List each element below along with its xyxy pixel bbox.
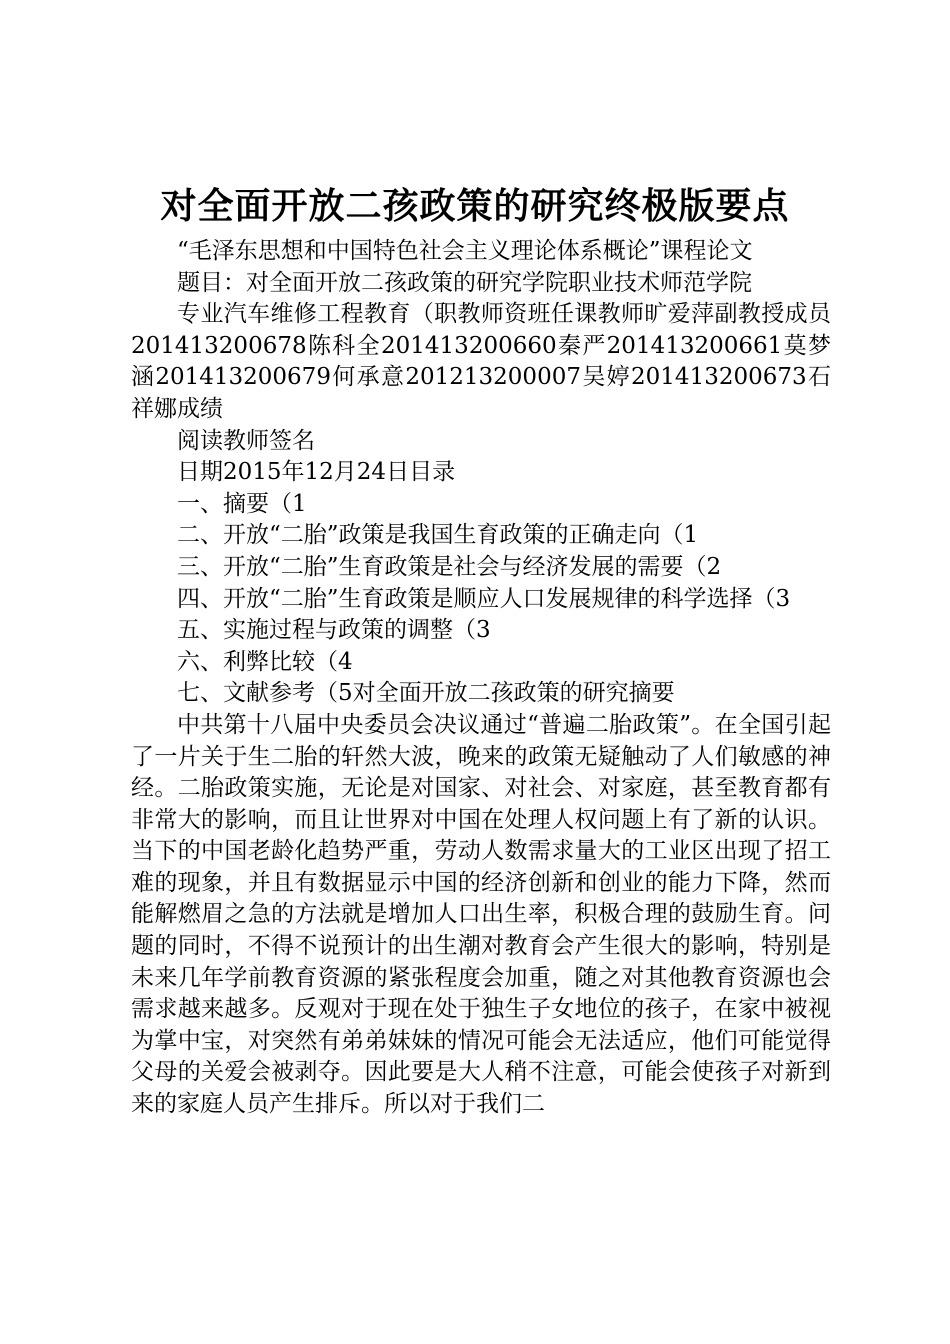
paragraph-members: 专业汽车维修工程教育（职教师资班任课教师旷爱萍副教授成员201413200678陈科全201413200660秦严201413200661莫梦涵201413200679何承意201213200007吴婷201413200673石祥娜成绩 [131,301,831,422]
toc-item-3: 三、开放“二胎”生育政策是社会与经济发展的需要（2 [177,553,722,580]
paragraph-teacher-signature: 阅读教师签名 [177,427,315,454]
toc-item-1: 一、摘要（1 [177,490,307,517]
paragraph-course-name: “毛泽东思想和中国特色社会主义理论体系概论”课程论文 [177,238,753,264]
toc-item-4: 四、开放“二胎”生育政策是顺应人口发展规律的科学选择（3 [177,585,791,612]
document-body [131,236,831,1121]
paragraph-abstract: 中共第十八届中央委员会决议通过“普遍二胎政策”。在全国引起了一片关于生二胎的轩然大波，晚来的政策无疑触动了人们敏感的神经。二胎政策实施，无论是对国家、对社会、对家庭，甚至教育都有非常大的影响，而且让世界对中国在处理人权问题上有了新的认识。当下的中国老龄化趋势严重，劳动人数需求量大的工业区出现了招工难的现象，并且有数据显示中国的经济创新和创业的能力下降，然而能解燃眉之急的方法就是增加人口出生率，积极合理的鼓励生育。问题的同时，不得不说预计的出生潮对教育会产生很大的影响，特别是未来几年学前教育资源的紧张程度会加重，随之对其他教育资源也会需求越来越多。反观对于现在处于独生子女地位的孩子，在家中被视为掌中宝，对突然有弟弟妹妹的情况可能会无法适应，他们可能觉得父母的关爱会被剥夺。因此要是大人稍不注意，可能会使孩子对新到来的家庭人员产生排斥。所以对于我们二 [131,711,831,1118]
paragraph-date-toc: 日期2015年12月24日目录 [177,459,456,486]
toc-item-5: 五、实施过程与政策的调整（3 [177,617,491,644]
toc-item-7: 七、文献参考（5对全面开放二孩政策的研究摘要 [177,680,675,707]
toc-item-6: 六、利弊比较（4 [177,648,353,675]
paragraph-topic: 题目：对全面开放二孩政策的研究学院职业技术师范学院 [177,269,752,296]
document-title: 对全面开放二孩政策的研究终极版要点 [160,186,790,227]
toc-item-2: 二、开放“二胎”政策是我国生育政策的正确走向（1 [177,522,699,549]
